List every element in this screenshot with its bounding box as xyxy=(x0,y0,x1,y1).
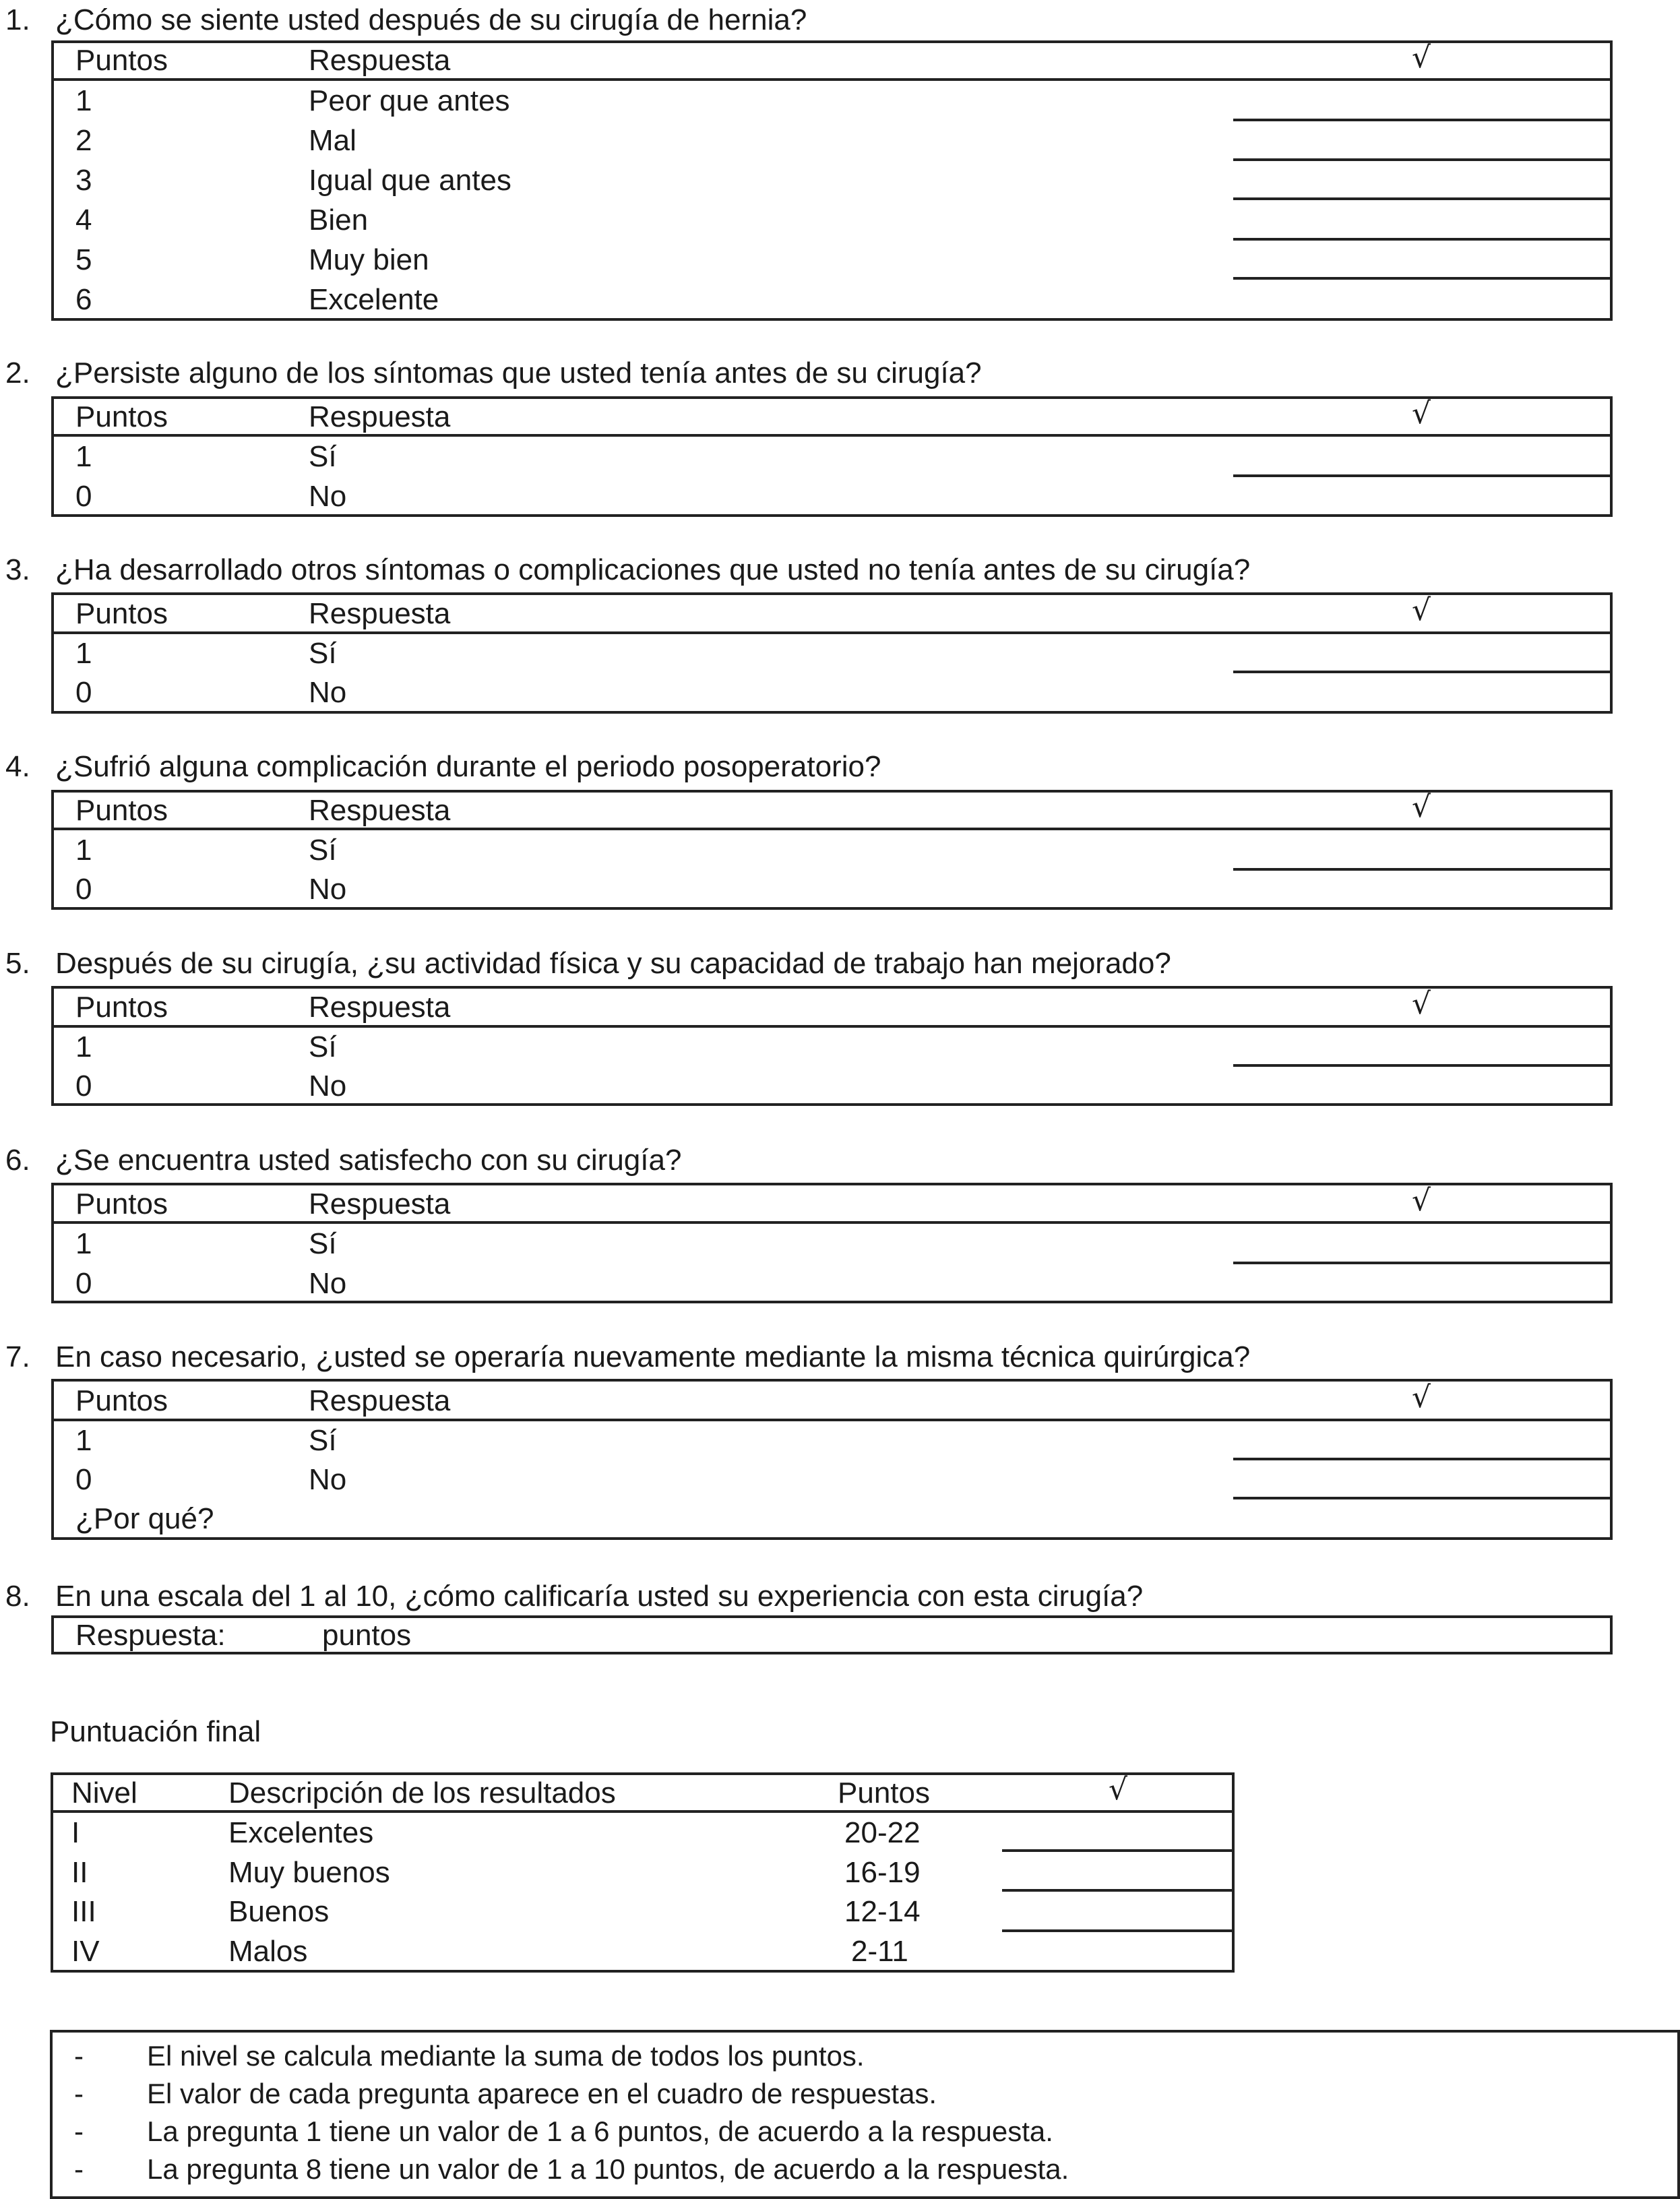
question-text: ¿Sufrió alguna complicación durante el periodo posoperatorio? xyxy=(55,750,881,783)
answer-table xyxy=(51,986,1613,1106)
question-text: En una escala del 1 al 10, ¿cómo calificaría usted su experiencia con esta cirugía? xyxy=(55,1580,1144,1613)
option-label: Excelente xyxy=(309,283,439,316)
answer-table xyxy=(51,1183,1613,1303)
header-divider xyxy=(51,1025,1613,1028)
question-text: En caso necesario, ¿usted se operaría nuevamente mediante la misma técnica quirúrgica? xyxy=(55,1340,1251,1373)
question-number: 4. xyxy=(5,750,30,783)
option-points: 1 xyxy=(75,440,92,473)
option-label: No xyxy=(309,1070,347,1103)
note-item: La pregunta 1 tiene un valor de 1 a 6 puntos, de acuerdo a la respuesta. xyxy=(147,2115,1053,2147)
option-label: No xyxy=(309,873,347,906)
level-value: IV xyxy=(71,1935,100,1968)
header-description: Descripción de los resultados xyxy=(228,1776,616,1809)
question-number: 5. xyxy=(5,947,30,980)
header-divider xyxy=(51,631,1613,634)
header-points: Puntos xyxy=(75,44,168,77)
option-points: 1 xyxy=(75,637,92,670)
answer-blank[interactable] xyxy=(1233,1262,1613,1264)
answer-blank[interactable] xyxy=(1233,238,1613,241)
option-points: 3 xyxy=(75,164,92,197)
question-text: ¿Ha desarrollado otros síntomas o complicaciones que usted no tenía antes de su cirugía? xyxy=(55,553,1251,586)
answer-table xyxy=(51,592,1613,714)
bullet-dash: - xyxy=(74,2153,84,2185)
header-points: Puntos xyxy=(838,1776,930,1809)
question-number: 2. xyxy=(5,357,30,390)
option-points: 2 xyxy=(75,124,92,157)
header-points: Puntos xyxy=(75,991,168,1024)
header-points: Puntos xyxy=(75,400,168,433)
header-answer: Respuesta xyxy=(309,597,451,630)
option-points: 0 xyxy=(75,873,92,906)
question-number: 7. xyxy=(5,1340,30,1373)
checkmark-icon: √ xyxy=(1412,1380,1431,1415)
answer-blank[interactable] xyxy=(1233,1497,1613,1499)
option-label: No xyxy=(309,480,347,513)
header-answer: Respuesta xyxy=(309,400,451,433)
header-divider xyxy=(51,1810,1235,1813)
header-level: Nivel xyxy=(71,1776,137,1809)
level-points: 20-22 xyxy=(844,1816,921,1849)
answer-table xyxy=(51,790,1613,910)
level-check-blank[interactable] xyxy=(1002,1849,1235,1852)
header-divider xyxy=(51,1221,1613,1224)
option-label: Sí xyxy=(309,637,337,670)
level-check-blank[interactable] xyxy=(1002,1929,1235,1932)
final-score-title: Puntuación final xyxy=(50,1715,261,1748)
level-value: II xyxy=(71,1856,88,1889)
why-label: ¿Por qué? xyxy=(75,1502,214,1535)
answer-blank[interactable] xyxy=(1233,868,1613,871)
level-description: Muy buenos xyxy=(228,1856,390,1889)
note-item: El valor de cada pregunta aparece en el cuadro de respuestas. xyxy=(147,2078,937,2109)
header-answer: Respuesta xyxy=(309,1187,451,1220)
option-points: 0 xyxy=(75,676,92,709)
option-label: Mal xyxy=(309,124,356,157)
answer-blank[interactable] xyxy=(1233,119,1613,121)
option-label: Bien xyxy=(309,204,369,237)
question-number: 3. xyxy=(5,553,30,586)
option-points: 1 xyxy=(75,1227,92,1260)
header-answer: Respuesta xyxy=(309,44,451,77)
level-points: 16-19 xyxy=(844,1856,921,1889)
option-points: 0 xyxy=(75,1267,92,1300)
rating-answer-unit: puntos xyxy=(322,1619,412,1652)
option-points: 4 xyxy=(75,204,92,237)
option-label: Sí xyxy=(309,1227,337,1260)
rating-answer-box[interactable] xyxy=(51,1615,1613,1654)
question-number: 6. xyxy=(5,1144,30,1177)
answer-table xyxy=(51,396,1613,517)
answer-blank[interactable] xyxy=(1233,158,1613,161)
checkmark-icon: √ xyxy=(1412,1183,1431,1218)
question-number: 1. xyxy=(5,3,30,36)
option-label: Igual que antes xyxy=(309,164,511,197)
header-points: Puntos xyxy=(75,794,168,827)
option-label: Sí xyxy=(309,1424,337,1457)
option-label: Muy bien xyxy=(309,243,429,276)
question-number: 8. xyxy=(5,1580,30,1613)
level-description: Buenos xyxy=(228,1895,330,1928)
answer-blank[interactable] xyxy=(1233,197,1613,200)
option-label: Peor que antes xyxy=(309,84,510,117)
checkmark-icon: √ xyxy=(1109,1772,1128,1807)
option-points: 0 xyxy=(75,1070,92,1103)
header-points: Puntos xyxy=(75,1384,168,1417)
header-answer: Respuesta xyxy=(309,794,451,827)
note-item: El nivel se calcula mediante la suma de todos los puntos. xyxy=(147,2040,865,2072)
answer-blank[interactable] xyxy=(1233,671,1613,673)
question-text: ¿Persiste alguno de los síntomas que usted tenía antes de su cirugía? xyxy=(55,357,982,390)
header-divider xyxy=(51,828,1613,830)
level-description: Excelentes xyxy=(228,1816,374,1849)
option-label: No xyxy=(309,1267,347,1300)
checkmark-icon: √ xyxy=(1412,790,1431,824)
bullet-dash: - xyxy=(74,2078,84,2109)
answer-blank[interactable] xyxy=(1233,1458,1613,1460)
header-divider xyxy=(51,1419,1613,1421)
option-points: 5 xyxy=(75,243,92,276)
option-label: Sí xyxy=(309,834,337,867)
level-points: 2-11 xyxy=(851,1935,908,1968)
option-points: 1 xyxy=(75,1030,92,1063)
header-points: Puntos xyxy=(75,1187,168,1220)
header-divider xyxy=(51,434,1613,437)
bullet-dash: - xyxy=(74,2040,84,2072)
option-points: 0 xyxy=(75,480,92,513)
question-text: ¿Se encuentra usted satisfecho con su cirugía? xyxy=(55,1144,682,1177)
bullet-dash: - xyxy=(74,2115,84,2147)
option-points: 6 xyxy=(75,283,92,316)
option-points: 1 xyxy=(75,1424,92,1457)
checkmark-icon: √ xyxy=(1412,40,1431,75)
option-label: No xyxy=(309,676,347,709)
question-text: Después de su cirugía, ¿su actividad física y su capacidad de trabajo han mejorado? xyxy=(55,947,1171,980)
note-item: La pregunta 8 tiene un valor de 1 a 10 puntos, de acuerdo a la respuesta. xyxy=(147,2153,1069,2185)
level-value: I xyxy=(71,1816,80,1849)
option-points: 1 xyxy=(75,84,92,117)
option-label: No xyxy=(309,1463,347,1496)
header-answer: Respuesta xyxy=(309,991,451,1024)
rating-answer-label: Respuesta: xyxy=(75,1619,226,1652)
level-check-blank[interactable] xyxy=(1002,1889,1235,1892)
checkmark-icon: √ xyxy=(1412,593,1431,627)
level-points: 12-14 xyxy=(844,1895,921,1928)
option-points: 0 xyxy=(75,1463,92,1496)
answer-blank[interactable] xyxy=(1233,474,1613,477)
header-divider xyxy=(51,78,1613,81)
level-description: Malos xyxy=(228,1935,308,1968)
answer-blank[interactable] xyxy=(1233,1064,1613,1067)
header-points: Puntos xyxy=(75,597,168,630)
option-label: Sí xyxy=(309,1030,337,1063)
checkmark-icon: √ xyxy=(1412,396,1431,431)
option-label: Sí xyxy=(309,440,337,473)
answer-blank[interactable] xyxy=(1233,277,1613,280)
option-points: 1 xyxy=(75,834,92,867)
question-text: ¿Cómo se siente usted después de su cirugía de hernia? xyxy=(55,3,807,36)
header-answer: Respuesta xyxy=(309,1384,451,1417)
level-value: III xyxy=(71,1895,96,1928)
checkmark-icon: √ xyxy=(1412,987,1431,1021)
